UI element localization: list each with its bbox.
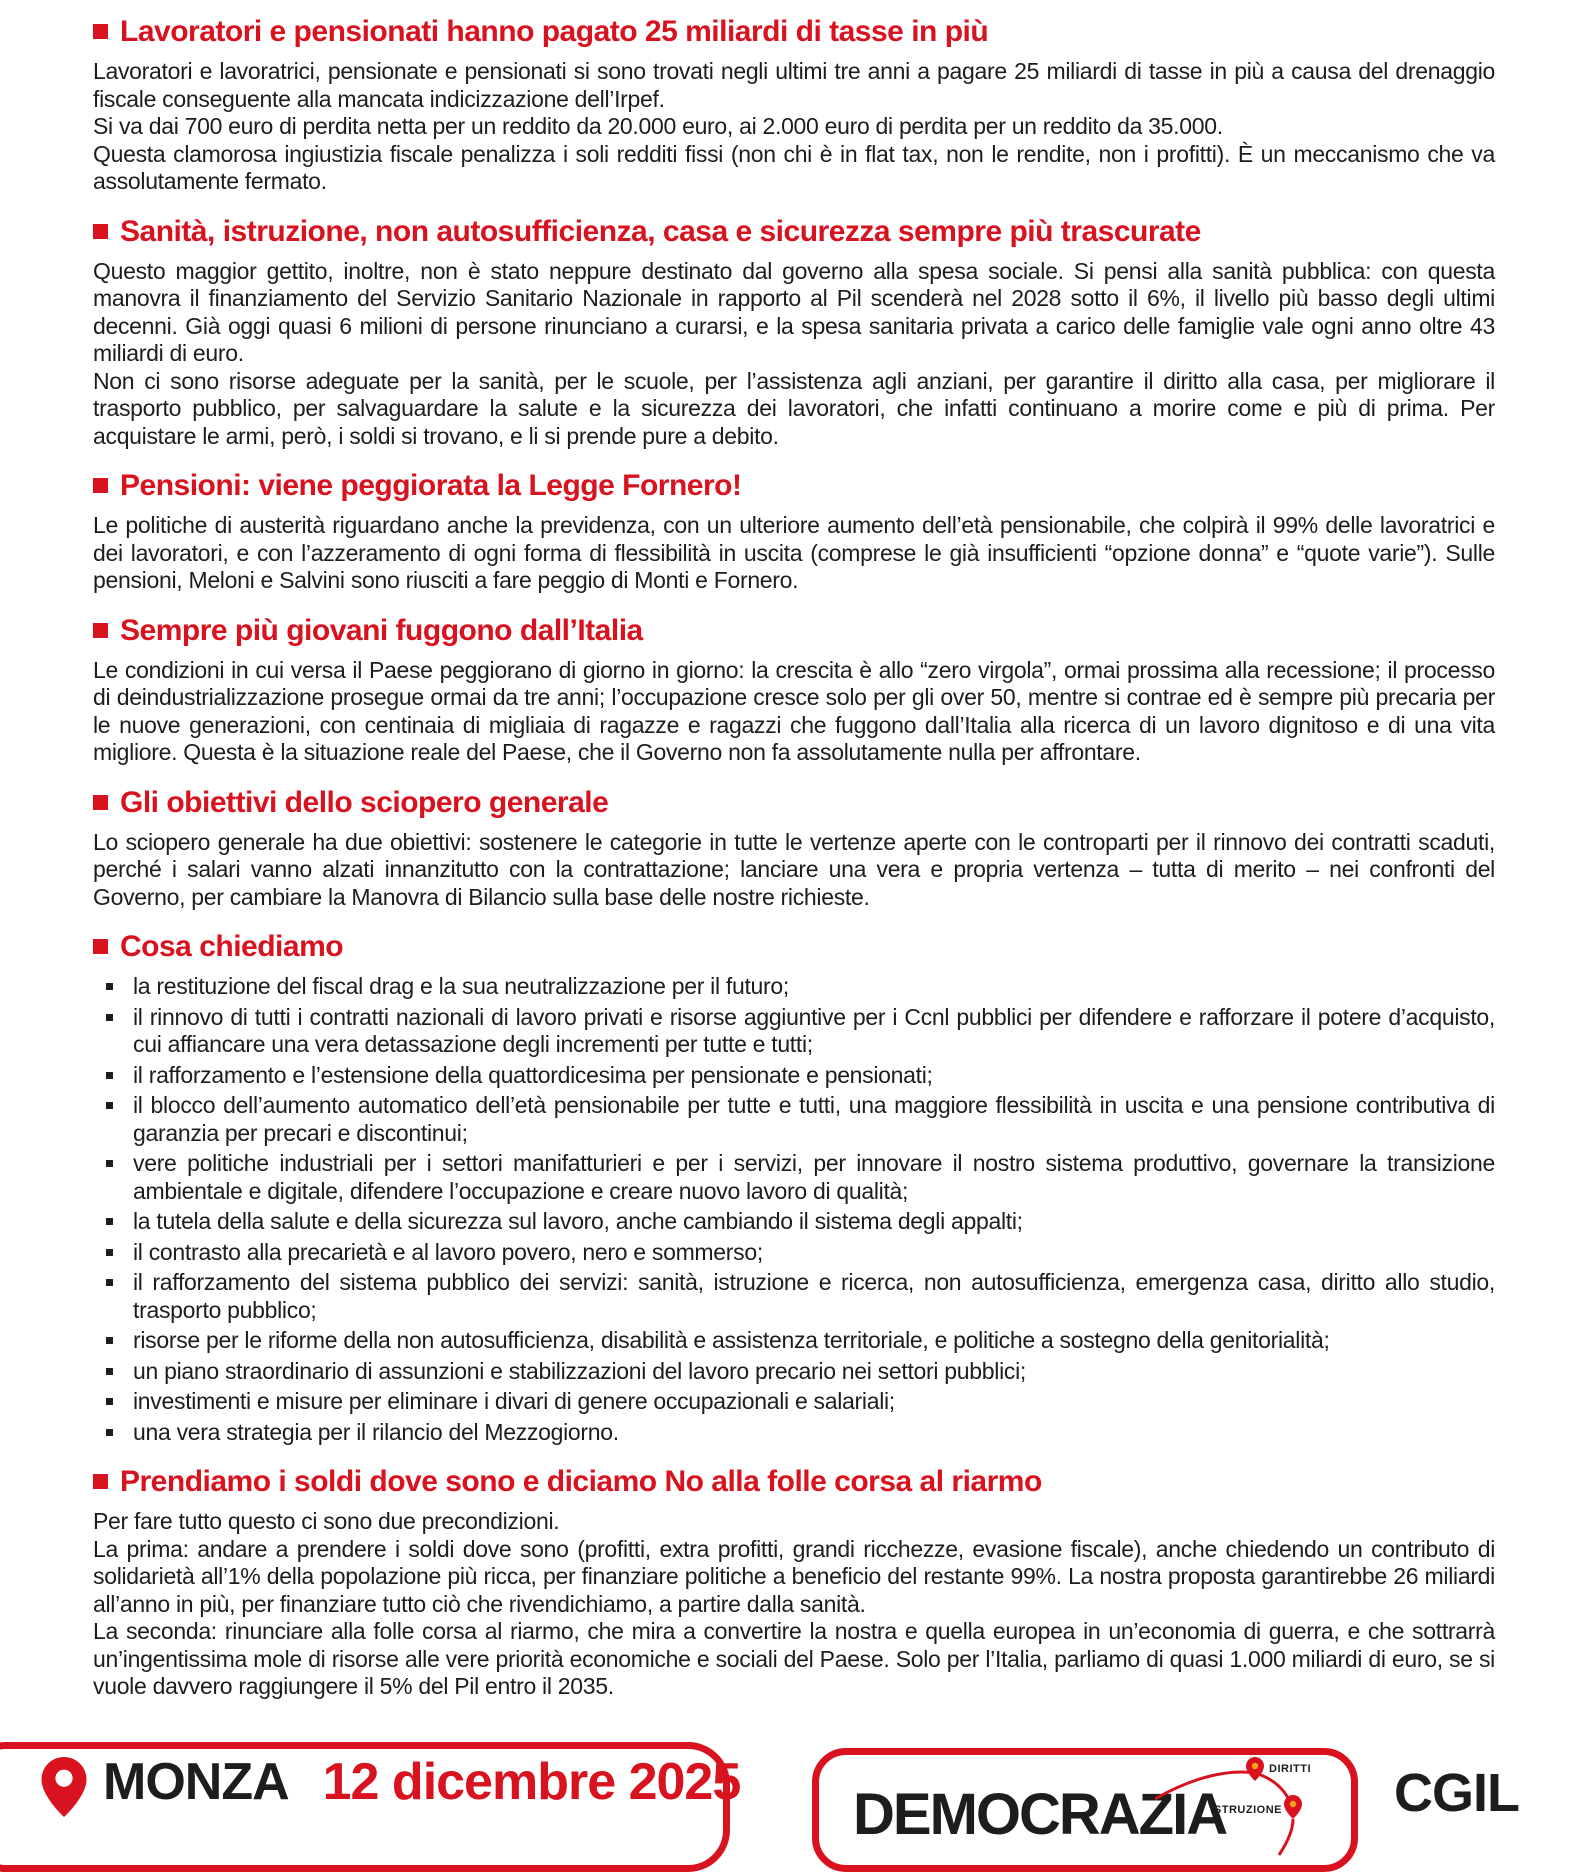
heading-square-icon (93, 478, 108, 493)
paragraph: Le condizioni in cui versa il Paese peggiorano di giorno in giorno: la crescita è allo “zero virgola”, ormai prossima alla recessione; il processo di deindustrializzazione prosegue ormai da tre anni; l’occupazione cresce solo per gli over 50, mentre si contrae ed è sempre più precaria per le nuove generazioni, con centinaia di migliaia di ragazze e ragazzi che fuggono dall’Italia alla ricerca di un lavoro dignitoso e di una vita migliore. Questa è la situazione reale del Paese, che il Governo non fa assolutamente nulla per affrontare. (93, 656, 1495, 765)
list-item: il rafforzamento del sistema pubblico dei servizi: sanità, istruzione e ricerca, non autosufficienza, emergenza casa, diritto allo studio, trasporto pubblico; (93, 1269, 1495, 1324)
section-heading-label: Pensioni: viene peggiorata la Legge Fornero! (120, 469, 742, 502)
democrazia-route-pins-icon (1155, 1757, 1345, 1857)
list-item: un piano straordinario di assunzioni e stabilizzazioni del lavoro precario nei settori pubblici; (93, 1358, 1495, 1386)
list-item: una vera strategia per il rilancio del Mezzogiorno. (93, 1419, 1495, 1447)
paragraph: Lo sciopero generale ha due obiettivi: sostenere le categorie in tutte le vertenze aperte con le controparti per il rinnovo dei contratti scaduti, perché i salari vanno alzati innanzitutto con la contrattazione; lanciare una vera e propria vertenza – tutta di merito – nei confronti del Governo, per cambiare la Manovra di Bilancio sulla base delle nostre richieste. (93, 828, 1495, 910)
section-heading (93, 1464, 1495, 1500)
event-city: MONZA (103, 1753, 289, 1811)
flyer-footer (0, 1742, 1587, 1847)
section-heading-label: Cosa chiediamo (120, 930, 344, 963)
list-item: investimenti e misure per eliminare i divari di genere occupazionali e salariali; (93, 1388, 1495, 1416)
paragraph: Questa clamorosa ingiustizia fiscale penalizza i soli redditi fissi (non chi è in flat tax, non le rendite, non i profitti). È un meccanismo che va assolutamente fermato. (93, 140, 1495, 194)
list-item: vere politiche industriali per i settori manifatturieri e per i servizi, per innovare il nostro sistema produttivo, governare la transizione ambientale e digitale, difendere l’occupazione e creare nuovo lavoro di qualità; (93, 1150, 1495, 1205)
heading-square-icon (93, 623, 108, 638)
paragraph: Per fare tutto questo ci sono due precondizioni. (93, 1508, 560, 1534)
event-location-box (0, 1742, 741, 1872)
paragraph: Questo maggior gettito, inoltre, non è stato neppure destinato dal governo alla spesa sociale. Si pensi alla sanità pubblica: con questa manovra il finanziamento del Servizio Sanitario Nazionale in rapporto al Pil scenderà nel 2028 sotto il 6%, il livello più basso degli ultimi decenni. Già oggi quasi 6 milioni di persone rinunciano a curarsi, e la spesa sanitaria privata a carico delle famiglie vale ogni anno oltre 43 miliardi di euro. (93, 257, 1495, 366)
paragraph: La prima: andare a prendere i soldi dove sono (profitti, extra profitti, grandi ricchezze, evasione fiscale), anche chiedendo un contributo di solidarietà all’1% della popolazione più ricca, per finanziare politiche a beneficio del restante 99%. La nostra proposta garantirebbe 26 miliardi all’anno in più, per finanziare tutto ciò che rivendichiamo, a partire dalla sanità. (93, 1535, 1495, 1617)
paragraph: La seconda: rinunciare alla folle corsa al riarmo, che mira a convertire la nostra e quella europea in un’economia di guerra, e che sottrarrà un’ingentissima mole di risorse alle vere priorità economiche e sociali del Paese. Solo per l’Italia, parliamo di quasi 1.000 miliardi di euro, se si vuole davvero raggiungere il 5% del Pil entro il 2035. (93, 1618, 1495, 1699)
paragraph: Non ci sono risorse adeguate per la sanità, per le scuole, per l’assistenza agli anziani, per garantire il diritto alla casa, per migliorare il trasporto pubblico, per salvaguardare la salute e la sicurezza dei lavoratori, che infatti continuano a morire come e più di prima. Per acquistare le armi, però, i soldi si trovano, e li si prende pure a debito. (93, 367, 1495, 449)
democrazia-logo-box (812, 1748, 1358, 1872)
paragraph: Lavoratori e lavoratrici, pensionate e pensionati si sono trovati negli ultimi tre anni a pagare 25 miliardi di tasse in più a causa del drenaggio fiscale conseguente alla mancata indicizzazione dell’Irpef. (93, 58, 1495, 112)
list-item: il contrasto alla precarietà e al lavoro povero, nero e sommerso; (93, 1239, 1495, 1267)
list-item: il rafforzamento e l’estensione della quattordicesima per pensionate e pensionati; (93, 1062, 1495, 1090)
section-heading-label: Sanità, istruzione, non autosufficienza, casa e sicurezza sempre più trascurate (120, 214, 1201, 248)
list-item: il blocco dell’aumento automatico dell’età pensionabile per tutte e tutti, una maggiore flessibilità in uscita e una pensione contributiva di garanzia per precari e discontinui; (93, 1092, 1495, 1147)
list-item: la restituzione del fiscal drag e la sua neutralizzazione per il futuro; (93, 973, 1495, 1001)
section-heading (93, 929, 1495, 965)
section-heading (93, 214, 1495, 250)
heading-square-icon (93, 939, 108, 954)
list-item: risorse per le riforme della non autosufficienza, disabilità e assistenza territoriale, e politiche a sostegno della genitorialità; (93, 1327, 1495, 1355)
section-heading-label: Prendiamo i soldi dove sono e diciamo No alla folle corsa al riarmo (120, 1465, 1042, 1498)
section-heading (93, 613, 1495, 649)
section-heading-label: Sempre più giovani fuggono dall’Italia (120, 613, 643, 647)
section-heading-label: Gli obiettivi dello sciopero generale (120, 785, 609, 819)
event-date: 12 dicembre 2025 (322, 1753, 741, 1811)
heading-square-icon (93, 224, 108, 239)
location-pin-icon (41, 1757, 87, 1822)
cgil-logo: CGIL (1394, 1763, 1519, 1823)
section-heading-label: Lavoratori e pensionati hanno pagato 25 miliardi di tasse in più (120, 15, 989, 48)
paragraph: Si va dai 700 euro di perdita netta per un reddito da 20.000 euro, ai 2.000 euro di perdita per un reddito da 35.000. (93, 113, 1223, 139)
heading-square-icon (93, 24, 108, 39)
paragraph: Le politiche di austerità riguardano anche la previdenza, con un ulteriore aumento dell’età pensionabile, che colpirà il 99% delle lavoratrici e dei lavoratori, e con l’azzeramento di ogni forma di flessibilità in uscita (comprese le già insufficienti “opzione donna” e “quote varie”). Sulle pensioni, Meloni e Salvini sono riusciti a fare peggio di Monti e Fornero. (93, 512, 1495, 593)
list-item: la tutela della salute e della sicurezza sul lavoro, anche cambiando il sistema degli appalti; (93, 1208, 1495, 1236)
section-heading (93, 785, 1495, 821)
route-label-istruzione: ISTRUZIONE (1210, 1804, 1282, 1816)
section-heading (93, 468, 1495, 504)
heading-square-icon (93, 1474, 108, 1489)
heading-square-icon (93, 795, 108, 810)
list-item: il rinnovo di tutti i contratti nazionali di lavoro privati e risorse aggiuntive per i Ccnl pubblici per difendere e rafforzare il potere d’acquisto, cui affiancare una vera detassazione degli incrementi per tutte e tutti; (93, 1004, 1495, 1059)
demands-list (93, 973, 1495, 1446)
democrazia-logo-text: DEMOCRAZIA (853, 1782, 1227, 1847)
section-heading (93, 14, 1495, 50)
route-label-diritti: DIRITTI (1269, 1763, 1311, 1775)
